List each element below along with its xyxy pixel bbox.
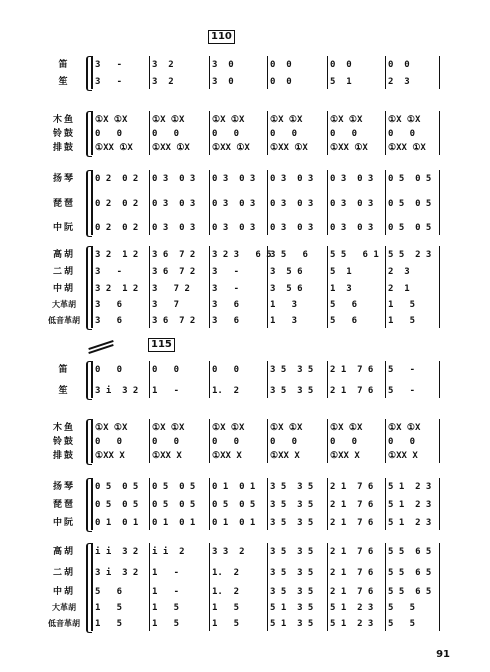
measure-notes: i i 3 2 <box>95 547 139 557</box>
measure-notes: 2 1 7 6 <box>330 365 374 375</box>
measure-notes: 3 5 6 <box>270 250 308 260</box>
measure-notes: 0 0 <box>270 77 292 87</box>
measure-notes: ①X ①X <box>330 115 363 125</box>
measure-notes: 3 2 1 2 <box>95 284 139 294</box>
measure-notes: 3 5 3 5 <box>270 365 314 375</box>
staff-row <box>0 265 490 279</box>
rehearsal-mark: 115 <box>148 338 175 352</box>
measure-notes: 1 5 <box>212 603 240 613</box>
staff-row <box>0 449 490 463</box>
measure-notes: 5 1 <box>330 267 352 277</box>
measure-notes: 2 1 7 6 <box>330 568 374 578</box>
instrument-label: 琵琶 <box>52 199 75 209</box>
measure-notes: ①XX ①X <box>388 143 426 153</box>
staff-row <box>0 314 490 328</box>
measure-notes: 0 5 0 5 <box>388 223 432 233</box>
measure-notes: 3 6 <box>95 316 123 326</box>
measure-notes: 5 5 <box>388 603 416 613</box>
measure-notes: 0 5 0 5 <box>95 500 139 510</box>
instrument-label: 中阮 <box>52 223 75 233</box>
measure-notes: 3 - <box>95 60 123 70</box>
measure-notes: ①XX X <box>212 451 242 461</box>
staff-row <box>0 516 490 530</box>
measure-notes: ①X ①X <box>95 423 128 433</box>
measure-notes: i i 2 <box>152 547 185 557</box>
measure-notes: 5 5 6 1 <box>330 250 379 260</box>
measure-notes: 2 1 7 6 <box>330 518 374 528</box>
measure-notes: 0 0 <box>388 60 410 70</box>
measure-notes: 2 1 7 6 <box>330 547 374 557</box>
instrument-label: 中阮 <box>52 518 75 528</box>
staff-row <box>0 435 490 449</box>
measure-notes: 0 0 <box>388 437 416 447</box>
measure-notes: 5 6 <box>95 587 123 597</box>
measure-notes: 1 5 <box>212 619 240 629</box>
measure-notes: 0 3 0 3 <box>330 174 374 184</box>
measure-notes: 5 5 6 5 <box>388 547 432 557</box>
measure-notes: 3 6 <box>95 300 123 310</box>
measure-notes: 0 0 <box>95 437 123 447</box>
measure-notes: ①XX ①X <box>95 143 133 153</box>
instrument-label: 排鼓 <box>52 451 75 461</box>
measure-notes: 5 5 2 3 <box>388 250 432 260</box>
measure-notes: 3 0 <box>212 60 234 70</box>
staff-row <box>0 248 490 262</box>
measure-notes: 3 6 7 2 <box>152 316 196 326</box>
measure-notes: 1 - <box>152 587 180 597</box>
measure-notes: ①XX X <box>152 451 182 461</box>
measure-notes: 3 6 7 2 <box>152 250 196 260</box>
staff-row <box>0 221 490 235</box>
measure-notes: 3 5 3 5 <box>270 482 314 492</box>
measure-notes: 0 3 0 3 <box>270 223 314 233</box>
measure-notes: ①XX ①X <box>152 143 190 153</box>
measure-notes: 3 2 <box>152 77 174 87</box>
measure-notes: 1 3 <box>330 284 352 294</box>
measure-notes: 3 6 7 2 <box>152 267 196 277</box>
instrument-label: 二胡 <box>52 568 75 578</box>
measure-notes: 0 1 0 1 <box>95 518 139 528</box>
staff-row <box>0 197 490 211</box>
staff-row <box>0 498 490 512</box>
instrument-label: 大革胡 <box>52 300 76 309</box>
measure-notes: 3 7 2 <box>152 284 190 294</box>
measure-notes: 1 3 <box>270 300 298 310</box>
measure-notes: 5 6 <box>330 300 358 310</box>
measure-notes: 0 5 0 5 <box>152 482 196 492</box>
measure-notes: 0 2 0 2 <box>95 223 139 233</box>
measure-notes: 2 1 7 6 <box>330 500 374 510</box>
measure-notes: 0 3 0 3 <box>152 174 196 184</box>
instrument-label: 高胡 <box>52 547 75 557</box>
measure-notes: 3 7 <box>152 300 180 310</box>
measure-notes: ①XX X <box>270 451 300 461</box>
staff-row <box>0 384 490 398</box>
measure-notes: 1 5 <box>152 619 180 629</box>
measure-notes: 1 5 <box>388 316 416 326</box>
measure-notes: 0 0 <box>212 437 240 447</box>
measure-notes: 5 1 2 3 <box>330 603 374 613</box>
measure-notes: 0 3 0 3 <box>212 174 256 184</box>
instrument-label: 大革胡 <box>52 603 76 612</box>
measure-notes: 5 1 2 3 <box>330 619 374 629</box>
measure-notes: ①X ①X <box>152 115 185 125</box>
measure-notes: 0 3 0 3 <box>212 223 256 233</box>
measure-notes: ①X ①X <box>95 115 128 125</box>
staff-row <box>0 75 490 89</box>
measure-notes: 0 1 0 1 <box>212 482 256 492</box>
staff-row <box>0 282 490 296</box>
measure-notes: 0 5 0 5 <box>388 174 432 184</box>
instrument-label: 笛 <box>58 60 70 70</box>
measure-notes: 0 0 <box>330 437 358 447</box>
measure-notes: 5 5 6 5 <box>388 568 432 578</box>
system-separator <box>88 342 116 350</box>
measure-notes: 3 5 6 <box>270 284 303 294</box>
measure-notes: 2 3 <box>388 77 410 87</box>
measure-notes: 0 0 <box>270 60 292 70</box>
measure-notes: 0 0 <box>152 365 180 375</box>
measure-notes: 5 - <box>388 386 416 396</box>
instrument-label: 高胡 <box>52 250 75 260</box>
page-number: 91 <box>436 649 450 660</box>
measure-notes: 3 - <box>95 267 123 277</box>
instrument-label: 扬琴 <box>52 482 75 492</box>
measure-notes: 0 2 0 2 <box>95 174 139 184</box>
measure-notes: 1 - <box>152 386 180 396</box>
measure-notes: 0 1 0 1 <box>152 518 196 528</box>
instrument-label: 琵琶 <box>52 500 75 510</box>
instrument-label: 低音革胡 <box>48 619 80 628</box>
measure-notes: 3 2 3 6 5 <box>212 250 272 260</box>
measure-notes: 3 i 3 2 <box>95 568 139 578</box>
measure-notes: 0 0 <box>95 129 123 139</box>
measure-notes: 0 0 <box>330 129 358 139</box>
measure-notes: 3 - <box>95 77 123 87</box>
measure-notes: 3 i 3 2 <box>95 386 139 396</box>
measure-notes: 5 5 <box>388 619 416 629</box>
measure-notes: 0 0 <box>152 129 180 139</box>
measure-notes: 5 1 3 5 <box>270 619 314 629</box>
staff-row <box>0 480 490 494</box>
measure-notes: 3 0 <box>212 77 234 87</box>
measure-notes: ①X ①X <box>388 115 421 125</box>
measure-notes: 2 1 7 6 <box>330 587 374 597</box>
measure-notes: 3 5 6 <box>270 267 303 277</box>
instrument-label: 铃鼓 <box>52 437 75 447</box>
staff-row <box>0 298 490 312</box>
instrument-label: 笛 <box>58 365 70 375</box>
measure-notes: 5 1 3 5 <box>270 603 314 613</box>
instrument-label: 笙 <box>58 386 70 396</box>
measure-notes: 1. 2 <box>212 587 240 597</box>
rehearsal-mark: 110 <box>208 30 235 44</box>
measure-notes: 3 6 <box>212 316 240 326</box>
instrument-label: 木鱼 <box>52 423 75 433</box>
measure-notes: 5 - <box>388 365 416 375</box>
instrument-label: 笙 <box>58 77 70 87</box>
measure-notes: 3 5 3 5 <box>270 518 314 528</box>
measure-notes: 3 - <box>212 284 240 294</box>
measure-notes: 2 1 7 6 <box>330 386 374 396</box>
measure-notes: ①X ①X <box>212 423 245 433</box>
measure-notes: 0 3 0 3 <box>270 174 314 184</box>
measure-notes: 0 0 <box>212 129 240 139</box>
measure-notes: 0 0 <box>95 365 123 375</box>
measure-notes: 1. 2 <box>212 568 240 578</box>
measure-notes: 0 2 0 2 <box>95 199 139 209</box>
measure-notes: 3 2 <box>152 60 174 70</box>
staff-row <box>0 601 490 615</box>
measure-notes: ①X ①X <box>270 423 303 433</box>
staff-row <box>0 141 490 155</box>
measure-notes: 3 5 3 5 <box>270 547 314 557</box>
measure-notes: 0 5 0 5 <box>388 199 432 209</box>
instrument-label: 低音革胡 <box>48 316 80 325</box>
measure-notes: 0 3 0 3 <box>330 199 374 209</box>
measure-notes: 1 5 <box>388 300 416 310</box>
measure-notes: ①X ①X <box>330 423 363 433</box>
measure-notes: 0 0 <box>330 60 352 70</box>
measure-notes: 3 5 3 5 <box>270 500 314 510</box>
instrument-label: 扬琴 <box>52 174 75 184</box>
measure-notes: 3 6 <box>212 300 240 310</box>
staff-row <box>0 617 490 631</box>
measure-notes: 3 - <box>212 267 240 277</box>
measure-notes: ①XX X <box>388 451 418 461</box>
measure-notes: 0 3 0 3 <box>212 199 256 209</box>
measure-notes: 3 3 2 <box>212 547 245 557</box>
staff-row <box>0 421 490 435</box>
measure-notes: ①X ①X <box>388 423 421 433</box>
measure-notes: 1 5 <box>152 603 180 613</box>
measure-notes: 0 3 0 3 <box>330 223 374 233</box>
staff-row <box>0 585 490 599</box>
measure-notes: 0 0 <box>212 365 240 375</box>
measure-notes: ①XX ①X <box>270 143 308 153</box>
instrument-label: 木鱼 <box>52 115 75 125</box>
staff-row <box>0 172 490 186</box>
measure-notes: 1 5 <box>95 619 123 629</box>
measure-notes: 1 5 <box>95 603 123 613</box>
instrument-label: 二胡 <box>52 267 75 277</box>
instrument-label: 中胡 <box>52 284 75 294</box>
instrument-label: 排鼓 <box>52 143 75 153</box>
measure-notes: 0 5 0 5 <box>95 482 139 492</box>
instrument-label: 中胡 <box>52 587 75 597</box>
measure-notes: 5 1 <box>330 77 352 87</box>
staff-row <box>0 566 490 580</box>
measure-notes: 5 1 2 3 <box>388 500 432 510</box>
staff-row <box>0 58 490 72</box>
measure-notes: 3 5 3 5 <box>270 568 314 578</box>
measure-notes: 0 3 0 3 <box>152 223 196 233</box>
measure-notes: 5 5 6 5 <box>388 587 432 597</box>
measure-notes: 0 3 0 3 <box>152 199 196 209</box>
staff-row <box>0 545 490 559</box>
measure-notes: 1 3 <box>270 316 298 326</box>
measure-notes: 2 3 <box>388 267 410 277</box>
measure-notes: 0 3 0 3 <box>270 199 314 209</box>
measure-notes: 5 6 <box>330 316 358 326</box>
measure-notes: 1 - <box>152 568 180 578</box>
measure-notes: 5 1 2 3 <box>388 518 432 528</box>
measure-notes: ①XX X <box>330 451 360 461</box>
measure-notes: 3 5 3 5 <box>270 587 314 597</box>
staff-row <box>0 113 490 127</box>
measure-notes: 0 1 0 1 <box>212 518 256 528</box>
measure-notes: 0 0 <box>270 437 298 447</box>
measure-notes: ①XX ①X <box>212 143 250 153</box>
measure-notes: 2 1 <box>388 284 410 294</box>
measure-notes: 0 5 0 5 <box>212 500 256 510</box>
measure-notes: 3 5 3 5 <box>270 386 314 396</box>
measure-notes: ①X ①X <box>270 115 303 125</box>
measure-notes: ①XX X <box>95 451 125 461</box>
instrument-label: 铃鼓 <box>52 129 75 139</box>
measure-notes: ①X ①X <box>212 115 245 125</box>
measure-notes: 2 1 7 6 <box>330 482 374 492</box>
measure-notes: ①XX ①X <box>330 143 368 153</box>
measure-notes: 5 1 2 3 <box>388 482 432 492</box>
measure-notes: 0 0 <box>388 129 416 139</box>
staff-row <box>0 127 490 141</box>
measure-notes: 0 5 0 5 <box>152 500 196 510</box>
measure-notes: 1. 2 <box>212 386 240 396</box>
measure-notes: ①X ①X <box>152 423 185 433</box>
measure-notes: 0 0 <box>270 129 298 139</box>
measure-notes: 3 2 1 2 <box>95 250 139 260</box>
measure-notes: 0 0 <box>152 437 180 447</box>
staff-row <box>0 363 490 377</box>
